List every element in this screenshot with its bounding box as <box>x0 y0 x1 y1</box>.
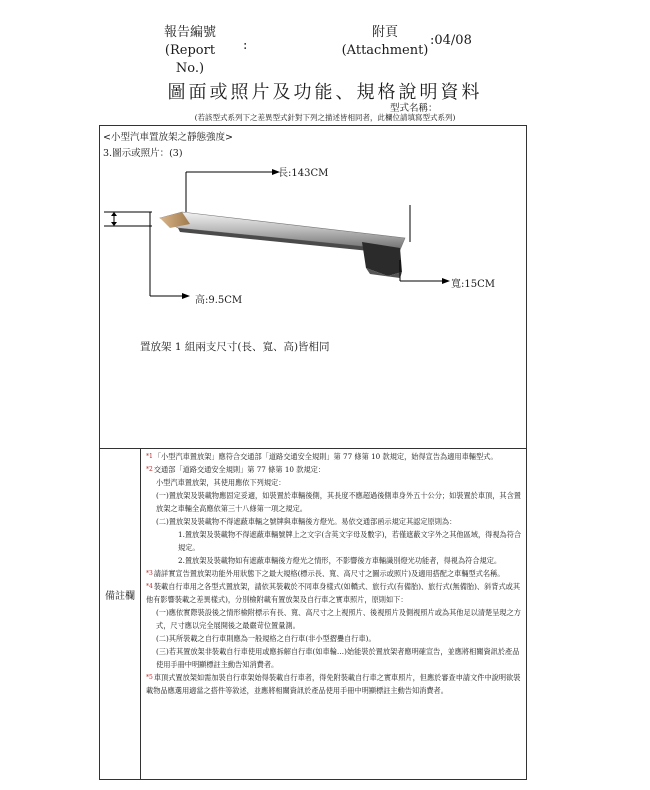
report-no-value: : <box>243 38 248 53</box>
model-name-label: 型式名稱： <box>390 103 438 114</box>
remark-item <box>146 645 524 671</box>
remark-text: (一)應依實際裝設後之情形檢附標示有長、寬、高尺寸之上視照片、後視照片及側視照片或為其他足以清楚呈現之方式，尺寸應以完全展開後之最嚴苛位置量測。 <box>156 608 521 630</box>
remark-item <box>146 606 524 632</box>
remark-footnote-marker: *1 <box>146 453 153 460</box>
remark-item <box>146 515 524 528</box>
remark-text: (二)置放架及裝載物不得遮蔽車輛之號牌與車輛後方燈光。易依交通部函示規定其認定原則為： <box>156 517 457 526</box>
remark-text: 交通部「道路交通安全規則」第 77 條第 10 款規定： <box>153 465 326 474</box>
attachment-label <box>340 24 430 60</box>
figure-heading: 3.圖示或照片：(3) <box>103 148 183 159</box>
width-dimension-line <box>400 260 450 284</box>
remark-item <box>146 489 524 515</box>
remark-item <box>146 567 524 580</box>
remark-text: 請詳實宣告置放架功能外用狀態下之最大規格(標示長、寬、高尺寸之圖示或照片)及適用搭配之車輛型式名稱。 <box>153 569 505 578</box>
width-label: 寬:15CM <box>451 279 495 290</box>
remark-text: (二)其所裝載之自行車則應為一般規格之自行車(非小型摺疊自行車)。 <box>156 634 376 643</box>
remarks-list <box>146 450 524 697</box>
report-no-label-en: (Report No.) <box>164 43 216 76</box>
attachment-value: :04/08 <box>430 33 472 48</box>
table-divider <box>99 448 527 449</box>
figure-caption: 置放架 1 組兩支尺寸(長、寬、高)皆相同 <box>140 341 330 353</box>
remarks-column-divider <box>140 448 141 780</box>
remark-footnote-marker: *5 <box>146 674 153 681</box>
remark-item <box>146 554 524 567</box>
remark-footnote-marker: *4 <box>146 583 153 590</box>
series-note: (若該型式系列下之差異型式針對下列之描述皆相同者，此欄位請填寫型式系列) <box>194 113 456 122</box>
remark-text: (三)若其置放架非裝載自行車使用或應拆解自行車(如車輪…)始能裝於置放架者應明確宣告，並應將相關資訊於產品使用手冊中明顯標註主動告知消費者。 <box>156 647 520 669</box>
page-title: 圖面或照片及功能、規格說明資料 <box>167 82 483 103</box>
remarks-label: 備註欄 <box>105 591 135 602</box>
remark-footnote-marker: *2 <box>146 466 153 473</box>
remark-text: 「小型汽車置放架」應符合交通部「道路交通安全規則」第 77 條第 10 款規定，始得宣告為適用車輛型式。 <box>153 452 498 461</box>
attachment-label-en: (Attachment) <box>341 43 429 58</box>
remark-text: (一)置放架及裝載物應固定妥適，如裝置於車輛後側，其長度不應超過後側車身外五十公分；如裝置於車頂，其含置放架之車輛全高應依第三十八條第一項之規定。 <box>156 491 521 513</box>
remark-item <box>146 580 524 606</box>
height-label: 高:9.5CM <box>195 295 243 306</box>
length-label: 長:143CM <box>278 168 329 179</box>
report-no-label <box>150 24 230 78</box>
remark-item <box>146 632 524 645</box>
section-heading: <小型汽車置放架之靜態強度> <box>103 132 233 143</box>
remark-footnote-marker: *3 <box>146 570 153 577</box>
remark-item <box>146 450 524 463</box>
remark-text: 1.置放架及裝載物不得遮蔽車輛號牌上之文字(含英文字母及數字)，若僅遮蔽文字外之其他區域，得視為符合規定。 <box>178 530 522 552</box>
remark-item <box>146 528 524 554</box>
remark-text: 小型汽車置放架，其使用應依下列規定： <box>156 478 286 487</box>
remark-item <box>146 463 524 476</box>
remark-text: 裝載自行車用之各型式置放架，請依其裝載於不同車身樣式(如轎式、旅行式(有備胎)、旅行式(無備胎)、斜背式或其他有影響裝載之差異樣式)，分別檢附載有置放架及自行車之實車照片，原則如下： <box>146 582 521 604</box>
remark-text: 車頂式置放架如需加裝自行車架始得裝載自行車者，得免附裝載自行車之實車照片，但應於審查申請文件中說明欲裝載物品應選用適當之搭件等敘述，並應將相關資訊於產品使用手冊中明顯標註主動告知消費者。 <box>146 673 521 695</box>
report-no-label-zh: 報告編號 <box>163 25 216 40</box>
rack-bar <box>160 212 405 278</box>
remark-text: 2.置放架及裝載物如有遮蔽車輛後方燈光之情形，不影響後方車輛識別燈光功能者，得視為符合規定。 <box>178 556 502 565</box>
remark-item <box>146 671 524 697</box>
attachment-label-zh: 附頁 <box>371 25 398 40</box>
remark-item <box>146 476 524 489</box>
